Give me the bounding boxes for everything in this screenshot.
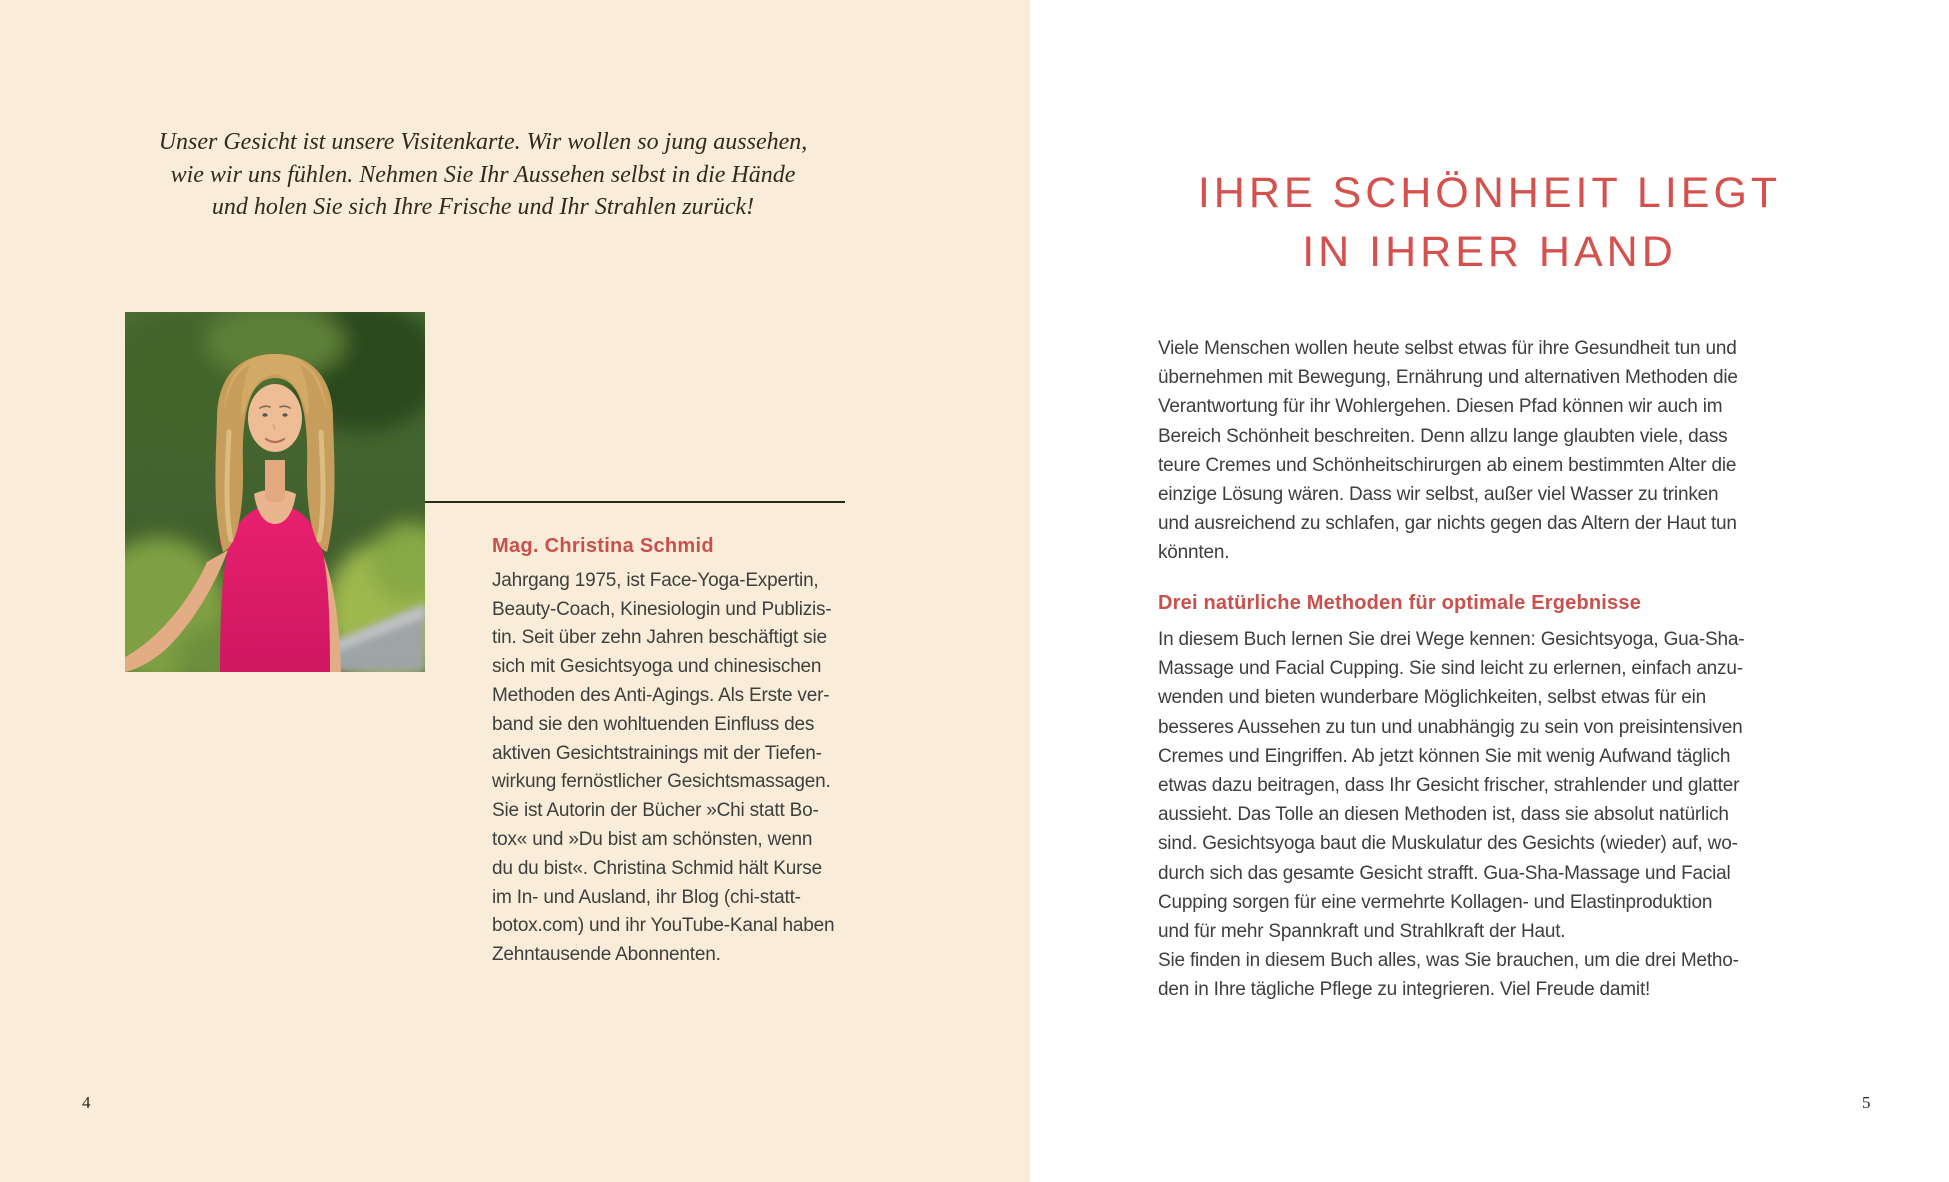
section-subheading: Drei natürliche Methoden für optimale Ergebnisse [1158,592,1642,614]
quote-line: wie wir uns fühlen. Nehmen Sie Ihr Aussehen selbst in die Hände [170,161,796,188]
body-line: Cupping sorgen für eine vermehrte Kollagen- und Elastinproduktion [1158,891,1713,913]
body-line: übernehmen mit Bewegung, Ernährung und alternativen Methoden die [1158,367,1738,389]
page-number-left: 4 [82,1093,91,1112]
author-photo [125,312,425,672]
body-line: einzige Lösung wären. Dass wir selbst, außer viel Wasser zu trinken [1158,484,1719,506]
chapter-title-line: IN IHRER HAND [1302,228,1677,276]
body-line: Cremes und Eingriffen. Ab jetzt können Sie mit wenig Aufwand täglich [1158,745,1731,767]
bio-line: Sie ist Autorin der Bücher »Chi statt Bo- [492,800,819,822]
chapter-title-line: IHRE SCHÖNHEIT LIEGT [1197,169,1782,217]
body-line: Bereich Schönheit beschreiten. Denn allzu lange glaubten viele, dass [1158,425,1728,447]
bio-line: wirkung fernöstlicher Gesichtsmassagen. [492,771,831,793]
body-line: könnten. [1158,542,1230,564]
intro-paragraph [1158,334,1738,568]
body-line: Viele Menschen wollen heute selbst etwas für ihre Gesundheit tun und [1158,338,1737,359]
bio-line: botox.com) und ihr YouTube-Kanal haben [492,915,835,937]
body-line: In diesem Buch lernen Sie drei Wege kennen: Gesichtsyoga, Gua-Sha- [1158,629,1745,650]
bio-line: Zehntausende Abonnenten. [492,944,721,966]
body-line: Massage und Facial Cupping. Sie sind leicht zu erlernen, einfach anzu- [1158,658,1743,680]
body-line: sind. Gesichtsyoga baut die Muskulatur des Gesichts (wieder) auf, wo- [1158,833,1738,855]
body-line: teure Cremes und Schönheitschirurgen ab einem bestimmten Alter die [1158,454,1737,476]
body-line: Sie finden in diesem Buch alles, was Sie brauchen, um die drei Metho- [1158,950,1739,972]
page-number-right: 5 [1862,1093,1871,1112]
body-line: besseres Aussehen zu tun und unabhängig zu sein von preisintensiven [1158,716,1743,738]
bio-line: Beauty-Coach, Kinesiologin und Publizis- [492,598,832,620]
bio-line: band sie den wohltuenden Einfluss des [492,713,815,735]
quote-line: Unser Gesicht ist unsere Visitenkarte. Wir wollen so jung aussehen, [158,129,808,155]
body-line: Verantwortung für ihr Wohlergehen. Diesen Pfad können wir auch im [1158,396,1723,418]
bio-line: Jahrgang 1975, ist Face-Yoga-Expertin, [492,569,819,591]
body-line: durch sich das gesamte Gesicht strafft. Gua-Sha-Massage und Facial [1158,862,1731,884]
bio-line: im In- und Ausland, ihr Blog (chi-statt- [492,886,801,908]
bio-line: aktiven Gesichtstrainings mit der Tiefen- [492,742,822,764]
page-right [1030,0,1949,1182]
chapter-title [1030,164,1949,282]
body-line: und für mehr Spannkraft und Strahlkraft der Haut. [1158,921,1566,943]
bio-line: tin. Seit über zehn Jahren beschäftigt sie [492,627,827,649]
bio-line: sich mit Gesichtsyoga und chinesischen [492,656,822,678]
bio-line: du du bist«. Christina Schmid hält Kurse [492,857,822,879]
methods-paragraph [1158,625,1744,1005]
bio-line: Methoden des Anti-Agings. Als Erste ver- [492,684,830,706]
body-line: den in Ihre tägliche Pflege zu integrieren. Viel Freude damit! [1158,979,1651,1001]
quote-line: und holen Sie sich Ihre Frische und Ihr Strahlen zurück! [211,194,755,220]
author-name: Mag. Christina Schmid [492,535,714,557]
author-photo-illustration [125,312,425,672]
bio-line: tox« und »Du bist am schönsten, wenn [492,828,813,850]
body-line: aussieht. Das Tolle an diesen Methoden ist, dass sie absolut natürlich [1158,804,1729,826]
body-line: und ausreichend zu schlafen, gar nichts gegen das Altern der Haut tun [1158,513,1737,535]
intro-quote [133,126,833,224]
body-line: wenden und bieten wunderbare Möglichkeiten, selbst etwas für ein [1158,687,1707,709]
divider-line [425,501,845,503]
body-line: etwas dazu beitragen, dass Ihr Gesicht frischer, strahlender und glatter [1158,775,1740,797]
author-bio [492,532,834,970]
